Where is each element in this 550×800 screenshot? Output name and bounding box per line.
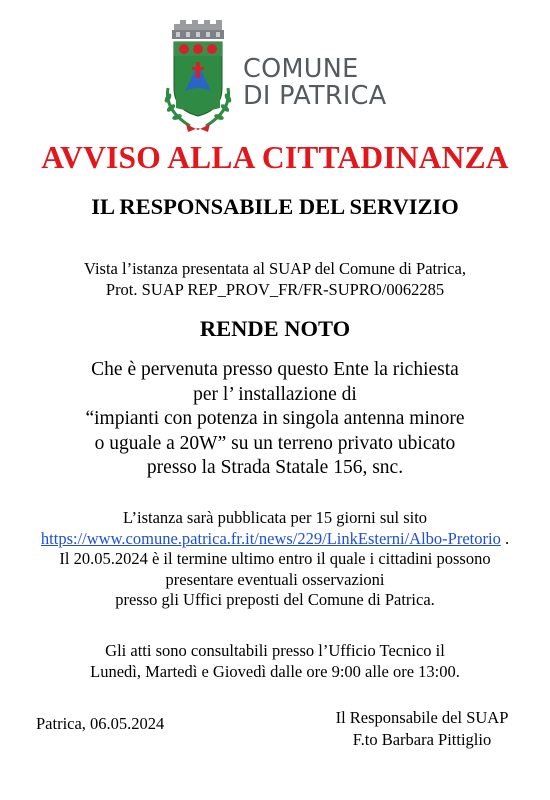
vista-line: Vista l’istanza presentata al SUAP del Comune di Patrica, <box>84 259 466 278</box>
comune-name-line1: COMUNE <box>243 54 359 84</box>
vista-paragraph <box>0 258 550 300</box>
body-line: presso la Strada Statale 156, snc. <box>146 457 404 478</box>
office-hours-line: Gli atti sono consultabili presso l’Ufficio Tecnico il <box>105 641 445 660</box>
header <box>0 18 550 136</box>
comune-name <box>243 56 387 110</box>
body-line: Che è pervenuta presso questo Ente la richiesta <box>91 359 459 380</box>
signature-role: Il Responsabile del SUAP <box>335 708 509 727</box>
publication-paragraph <box>0 508 550 611</box>
comune-name-line2: DI PATRICA <box>243 81 387 111</box>
rende-noto-heading: RENDE NOTO <box>199 316 351 341</box>
body-line: per l’ installazione di <box>193 383 357 405</box>
place-date: Patrica, 06.05.2024 <box>36 714 165 733</box>
offices-line: presso gli Uffici preposti del Comune di Patrica. <box>115 590 435 609</box>
body-line: “impianti con potenza in singola antenna minore <box>85 408 465 429</box>
notice-body <box>0 358 550 481</box>
patrica-coat-of-arms-icon <box>160 18 236 136</box>
observations-line: presentare eventuali osservazioni <box>165 569 385 589</box>
signature-block <box>318 707 526 751</box>
office-hours-days: Lunedì, Martedì e Giovedì dalle ore 9:00 alle ore 13:00. <box>90 662 460 681</box>
signature-name: F.to Barbara Pittiglio <box>352 730 492 749</box>
protocol-line: Prot. SUAP REP_PROV_FR/FR-SUPRO/0062285 <box>105 280 445 299</box>
albo-pretorio-link-line <box>0 529 550 550</box>
body-line: o uguale a 20W” su un terreno privato ubicato <box>94 432 456 454</box>
publication-line: L’istanza sarà pubblicata per 15 giorni sul sito <box>122 508 428 527</box>
notice-title: AVVISO ALLA CITTADINANZA <box>41 140 509 175</box>
albo-pretorio-link[interactable]: https://www.comune.patrica.fr.it/news/229/LinkEsterni/Albo-Pretorio <box>40 528 501 548</box>
notice-subtitle: IL RESPONSABILE DEL SERVIZIO <box>91 194 459 219</box>
link-suffix: . <box>500 528 510 548</box>
deadline-line: Il 20.05.2024 è il termine ultimo entro il quale i cittadini possono <box>59 549 491 568</box>
office-hours-paragraph <box>0 640 550 682</box>
